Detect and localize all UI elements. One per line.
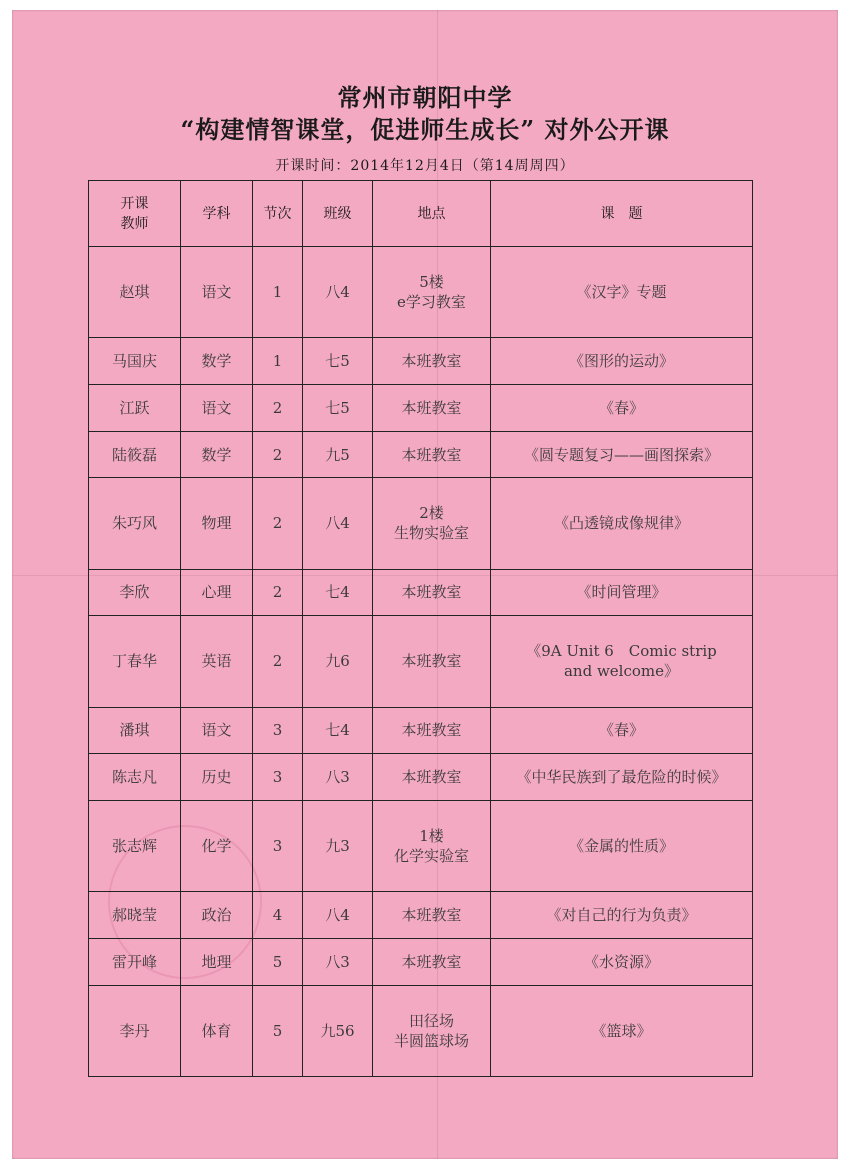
cell-location: 田径场 半圆篮球场 <box>373 985 491 1076</box>
cell-teacher: 雷开峰 <box>89 938 181 985</box>
cell-period: 2 <box>253 569 303 616</box>
header-class: 班级 <box>303 181 373 247</box>
school-title: 常州市朝阳中学 <box>337 83 513 112</box>
table-row <box>89 384 753 431</box>
cell-class: 七4 <box>303 707 373 754</box>
table-row <box>89 338 753 385</box>
cell-period: 4 <box>253 892 303 939</box>
table-row <box>89 431 753 478</box>
schedule-table <box>88 180 753 1077</box>
cell-topic: 《篮球》 <box>491 985 753 1076</box>
cell-subject: 语文 <box>181 247 253 338</box>
cell-topic: 《春》 <box>491 707 753 754</box>
table-header-row <box>89 181 753 247</box>
cell-location: 5楼 e学习教室 <box>373 247 491 338</box>
cell-period: 3 <box>253 707 303 754</box>
cell-subject: 政治 <box>181 892 253 939</box>
cell-subject: 心理 <box>181 569 253 616</box>
table-row <box>89 569 753 616</box>
cell-period: 3 <box>253 754 303 801</box>
cell-topic: 《对自己的行为负责》 <box>491 892 753 939</box>
cell-topic: 《金属的性质》 <box>491 800 753 891</box>
schedule-date: 开课时间：2014年12月4日（第14周周四） <box>275 158 575 174</box>
cell-teacher: 赵琪 <box>89 247 181 338</box>
cell-location: 本班教室 <box>373 431 491 478</box>
cell-period: 3 <box>253 800 303 891</box>
cell-period: 2 <box>253 431 303 478</box>
table-row <box>89 938 753 985</box>
table-row <box>89 800 753 891</box>
header-teacher: 开课 教师 <box>89 181 181 247</box>
cell-location: 2楼 生物实验室 <box>373 478 491 569</box>
cell-subject: 数学 <box>181 338 253 385</box>
cell-teacher: 丁春华 <box>89 616 181 707</box>
table-row <box>89 707 753 754</box>
cell-class: 九6 <box>303 616 373 707</box>
cell-location: 本班教室 <box>373 338 491 385</box>
cell-topic: 《中华民族到了最危险的时候》 <box>491 754 753 801</box>
cell-topic: 《汉字》专题 <box>491 247 753 338</box>
cell-topic: 《水资源》 <box>491 938 753 985</box>
cell-topic: 《圆专题复习——画图探索》 <box>491 431 753 478</box>
cell-topic: 《时间管理》 <box>491 569 753 616</box>
cell-teacher: 江跃 <box>89 384 181 431</box>
cell-location: 本班教室 <box>373 384 491 431</box>
cell-location: 本班教室 <box>373 616 491 707</box>
cell-location: 本班教室 <box>373 754 491 801</box>
cell-subject: 体育 <box>181 985 253 1076</box>
cell-topic: 《图形的运动》 <box>491 338 753 385</box>
cell-teacher: 李欣 <box>89 569 181 616</box>
cell-teacher: 朱巧风 <box>89 478 181 569</box>
cell-class: 八4 <box>303 478 373 569</box>
header-topic: 课 题 <box>491 181 753 247</box>
cell-teacher: 潘琪 <box>89 707 181 754</box>
cell-subject: 化学 <box>181 800 253 891</box>
cell-class: 九56 <box>303 985 373 1076</box>
header-period: 节次 <box>253 181 303 247</box>
cell-class: 七5 <box>303 338 373 385</box>
cell-topic: 《9A Unit 6 Comic strip and welcome》 <box>491 616 753 707</box>
cell-teacher: 李丹 <box>89 985 181 1076</box>
cell-teacher: 马国庆 <box>89 338 181 385</box>
cell-subject: 地理 <box>181 938 253 985</box>
cell-class: 八3 <box>303 938 373 985</box>
cell-topic: 《春》 <box>491 384 753 431</box>
cell-teacher: 张志辉 <box>89 800 181 891</box>
cell-topic: 《凸透镜成像规律》 <box>491 478 753 569</box>
table-row <box>89 754 753 801</box>
cell-period: 2 <box>253 384 303 431</box>
cell-period: 1 <box>253 338 303 385</box>
cell-period: 2 <box>253 616 303 707</box>
cell-period: 5 <box>253 938 303 985</box>
cell-subject: 语文 <box>181 384 253 431</box>
cell-teacher: 陈志凡 <box>89 754 181 801</box>
cell-period: 2 <box>253 478 303 569</box>
cell-location: 本班教室 <box>373 938 491 985</box>
cell-class: 八3 <box>303 754 373 801</box>
table-row <box>89 892 753 939</box>
cell-period: 1 <box>253 247 303 338</box>
cell-class: 九5 <box>303 431 373 478</box>
cell-teacher: 郝晓莹 <box>89 892 181 939</box>
cell-location: 1楼 化学实验室 <box>373 800 491 891</box>
cell-location: 本班教室 <box>373 569 491 616</box>
cell-subject: 物理 <box>181 478 253 569</box>
cell-subject: 语文 <box>181 707 253 754</box>
cell-subject: 数学 <box>181 431 253 478</box>
cell-class: 八4 <box>303 892 373 939</box>
cell-subject: 英语 <box>181 616 253 707</box>
table-row <box>89 247 753 338</box>
cell-class: 八4 <box>303 247 373 338</box>
cell-class: 七4 <box>303 569 373 616</box>
cell-period: 5 <box>253 985 303 1076</box>
cell-class: 七5 <box>303 384 373 431</box>
table-row <box>89 616 753 707</box>
event-title: “构建情智课堂，促进师生成长” 对外公开课 <box>180 115 670 144</box>
header-subject: 学科 <box>181 181 253 247</box>
cell-location: 本班教室 <box>373 892 491 939</box>
schedule-body <box>89 247 753 1077</box>
header-location: 地点 <box>373 181 491 247</box>
table-row <box>89 985 753 1076</box>
cell-teacher: 陆筱磊 <box>89 431 181 478</box>
cell-class: 九3 <box>303 800 373 891</box>
cell-subject: 历史 <box>181 754 253 801</box>
table-row <box>89 478 753 569</box>
cell-location: 本班教室 <box>373 707 491 754</box>
